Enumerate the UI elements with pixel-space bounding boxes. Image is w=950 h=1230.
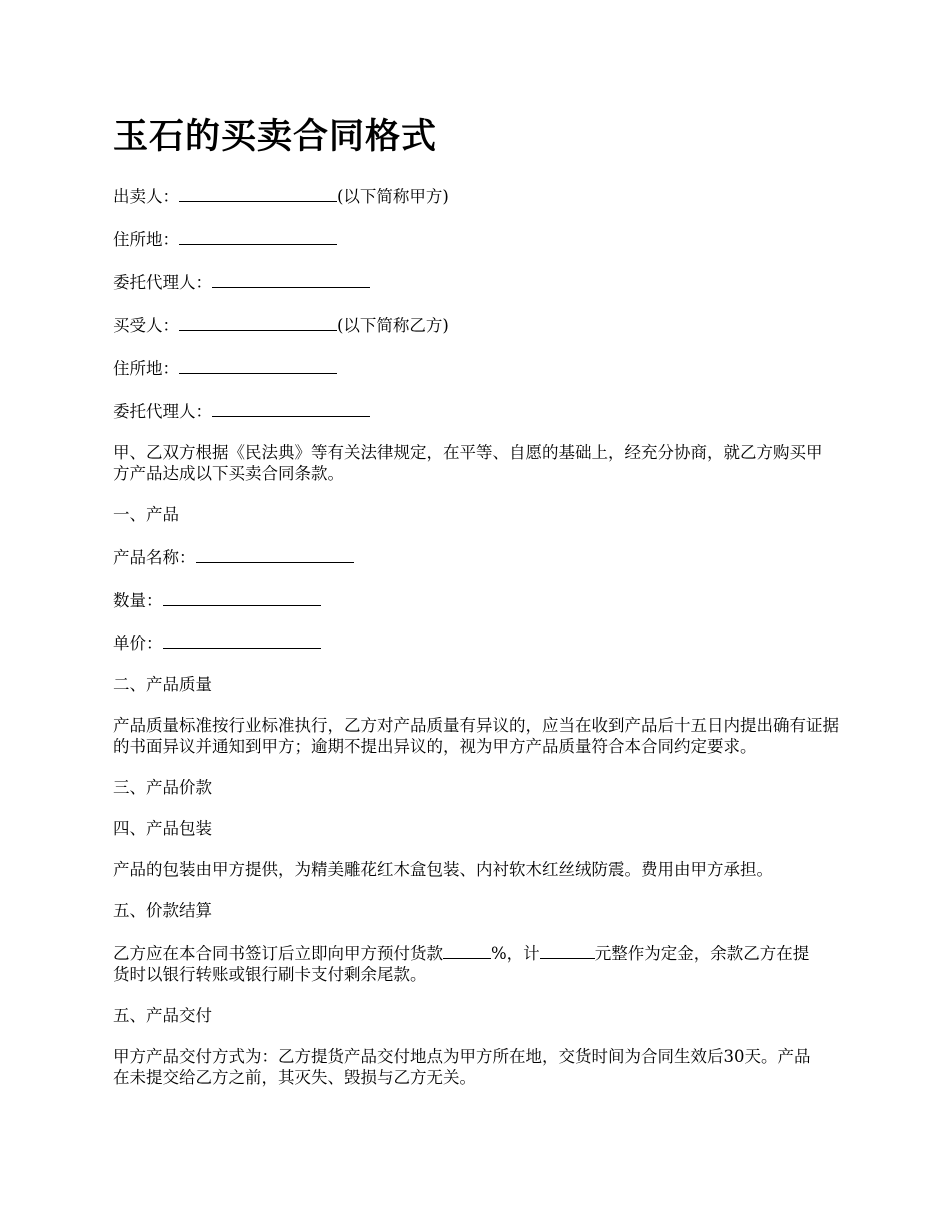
buyer-address-label: 住所地： [113,359,179,378]
buyer-agent-blank [212,399,370,417]
contract-document [113,112,853,1108]
buyer-blank [179,313,337,331]
seller-agent-blank [212,270,370,288]
quantity-blank [163,588,321,606]
buyer-label: 买受人： [113,316,179,335]
product-name-line [113,545,853,568]
quantity-line [113,588,853,611]
section-5-heading: 五、价款结算 [113,901,212,920]
unit-price-label: 单价： [113,634,163,653]
section-6-body: 甲方产品交付方式为：乙方提货产品交付地点为甲方所在地，交货时间为合同生效后30天。产品在未提交给乙方之前，其灭失、毁损与乙方无关。 [113,1047,811,1087]
seller-agent-line [113,270,853,293]
buyer-agent-line [113,399,853,422]
prepayment-percent-blank [443,941,491,959]
seller-agent-label: 委托代理人： [113,273,212,292]
document-title: 玉石的买卖合同格式 [113,116,438,157]
seller-suffix: (以下简称甲方) [337,187,449,206]
buyer-agent-label: 委托代理人： [113,402,212,421]
seller-line [113,184,853,207]
deposit-amount-blank [540,941,595,959]
section-5-part3: 元整作为定金，余款乙方在提货时以银行转账或银行刷卡支付剩余尾款。 [113,944,810,984]
section-5-part2: %，计 [491,944,540,963]
unit-price-blank [163,631,321,649]
buyer-line [113,313,853,336]
section-4-heading: 四、产品包装 [113,819,212,838]
buyer-address-line [113,356,853,379]
product-name-label: 产品名称： [113,548,196,567]
section-4-body: 产品的包装由甲方提供，为精美雕花红木盒包装、内衬软木红丝绒防震。费用由甲方承担。 [113,860,773,879]
seller-blank [179,184,337,202]
unit-price-line [113,631,853,654]
section-5-part1: 乙方应在本合同书签订后立即向甲方预付货款 [113,944,443,963]
seller-address-label: 住所地： [113,230,179,249]
product-name-blank [196,545,354,563]
buyer-address-blank [179,356,337,374]
section-1-heading: 一、产品 [113,505,179,524]
quantity-label: 数量： [113,591,163,610]
preamble-paragraph: 甲、乙双方根据《民法典》等有关法律规定，在平等、自愿的基础上，经充分协商，就乙方购买甲方产品达成以下买卖合同条款。 [113,443,823,483]
buyer-suffix: (以下简称乙方) [337,316,449,335]
section-2-heading: 二、产品质量 [113,675,212,694]
section-5-body [113,941,825,985]
section-2-body: 产品质量标准按行业标准执行，乙方对产品质量有异议的，应当在收到产品后十五日内提出确有证据的书面异议并通知到甲方；逾期不提出异议的，视为甲方产品质量符合本合同约定要求。 [113,716,839,756]
seller-address-line [113,227,853,250]
seller-address-blank [179,227,337,245]
section-3-heading: 三、产品价款 [113,778,212,797]
section-6-heading: 五、产品交付 [113,1006,212,1025]
seller-label: 出卖人： [113,187,179,206]
